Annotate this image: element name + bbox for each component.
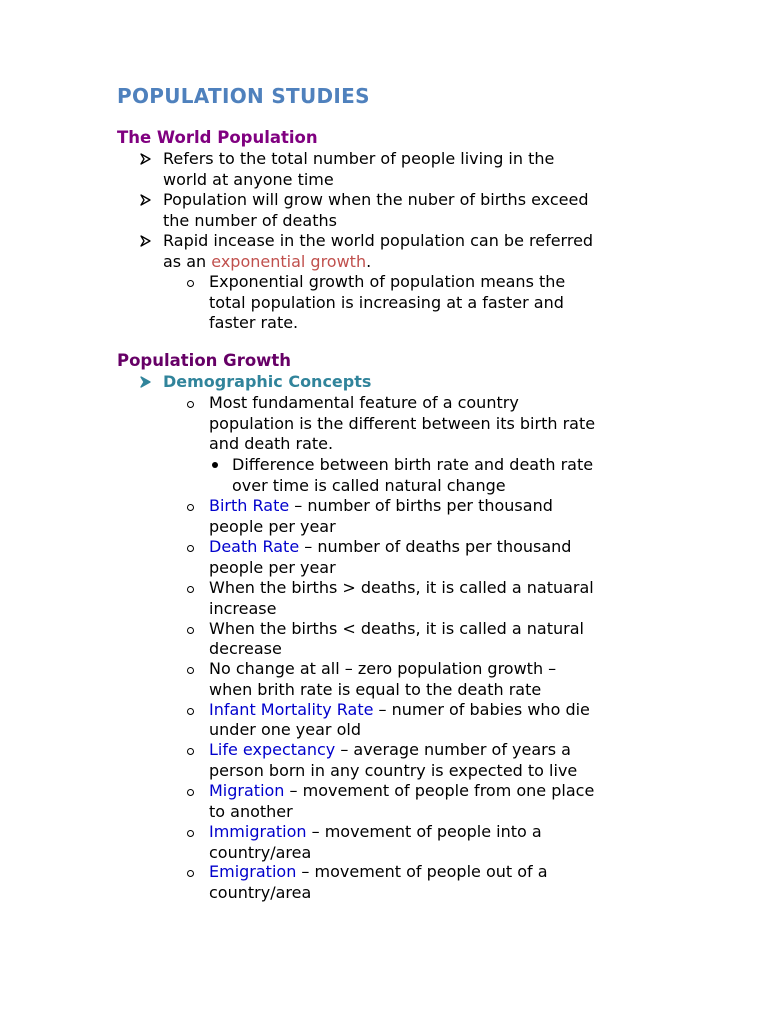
sub-heading-demographic-concepts: Demographic Concepts [163, 372, 372, 391]
term-label: Birth Rate [209, 496, 290, 515]
bullet-text-line: Refers to the total number of people living in the [163, 149, 555, 168]
arrow-bullet-icon [140, 235, 152, 247]
term-item-line: person born in any country is expected to live [209, 761, 578, 780]
section-heading-population-growth: Population Growth [117, 351, 292, 370]
hollow-circle-bullet-icon [187, 748, 194, 755]
term-item-line: people per year [209, 558, 336, 577]
hollow-circle-bullet-icon [187, 627, 194, 634]
bullet-text-line [163, 252, 371, 273]
hollow-circle-bullet-icon [187, 545, 194, 552]
list-item-line: No change at all – zero population growth – [209, 659, 557, 678]
term-definition: – movement of people into a [306, 822, 542, 841]
term-label: Death Rate [209, 537, 300, 556]
section-heading-world-population: The World Population [117, 128, 318, 147]
term-label: Emigration [209, 862, 297, 881]
list-item-line: Most fundamental feature of a country [209, 393, 519, 412]
term-definition: – movement of people from one place [284, 781, 595, 800]
list-item-line: increase [209, 599, 277, 618]
hollow-circle-bullet-icon [187, 667, 194, 674]
term-item-line [209, 537, 571, 558]
nested-item-line: Difference between birth rate and death rate [232, 455, 594, 474]
hollow-circle-bullet-icon [187, 586, 194, 593]
term-item-line [209, 740, 571, 761]
bullet-text-line: Population will grow when the nuber of births exceed [163, 190, 589, 209]
term-item-line [209, 862, 548, 883]
term-label: Life expectancy [209, 740, 336, 759]
list-item-line: when brith rate is equal to the death rate [209, 680, 542, 699]
term-item-line: country/area [209, 883, 312, 902]
term-label: Migration [209, 781, 285, 800]
arrow-bullet-icon [140, 194, 152, 206]
hollow-circle-bullet-icon [187, 830, 194, 837]
term-label: Immigration [209, 822, 307, 841]
sub-bullet-text-line: total population is increasing at a faster and [209, 293, 564, 312]
term-item-line [209, 822, 542, 843]
nested-item-line: over time is called natural change [232, 476, 506, 495]
hollow-circle-bullet-icon [187, 789, 194, 796]
term-item-line [209, 700, 590, 721]
term-definition: – numer of babies who die [373, 700, 590, 719]
hollow-circle-bullet-icon [187, 708, 194, 715]
list-item-line: When the births > deaths, it is called a natuaral [209, 578, 594, 597]
bullet-text-line: world at anyone time [163, 170, 334, 189]
term-item-line [209, 781, 594, 802]
hollow-circle-bullet-icon [187, 401, 194, 408]
term-definition: – average number of years a [335, 740, 571, 759]
text-span: as an [163, 252, 212, 271]
term-item-line: under one year old [209, 720, 361, 739]
term-item-line: people per year [209, 517, 336, 536]
hollow-circle-bullet-icon [187, 280, 194, 287]
filled-dot-bullet-icon [212, 462, 218, 468]
list-item-line: and death rate. [209, 434, 334, 453]
bullet-text-line: Rapid incease in the world population can be referred [163, 231, 594, 250]
list-item-line: decrease [209, 639, 282, 658]
list-item-line: When the births < deaths, it is called a natural [209, 619, 584, 638]
term-item-line: to another [209, 802, 293, 821]
term-item-line: country/area [209, 843, 312, 862]
text-span: . [366, 252, 372, 271]
hollow-circle-bullet-icon [187, 504, 194, 511]
arrow-bullet-icon [140, 153, 152, 165]
term-definition: – number of deaths per thousand [299, 537, 572, 556]
term-definition: – number of births per thousand [289, 496, 553, 515]
list-item-line: population is the different between its birth rate [209, 414, 596, 433]
bullet-text-line: the number of deaths [163, 211, 337, 230]
page-title: POPULATION STUDIES [117, 84, 370, 108]
arrow-bullet-icon [140, 376, 152, 388]
term-definition: – movement of people out of a [296, 862, 548, 881]
term-item-line [209, 496, 553, 517]
sub-bullet-text-line: faster rate. [209, 313, 299, 332]
term-label: Infant Mortality Rate [209, 700, 374, 719]
sub-bullet-text-line: Exponential growth of population means the [209, 272, 566, 291]
hollow-circle-bullet-icon [187, 870, 194, 877]
highlighted-term: exponential growth [211, 252, 367, 271]
